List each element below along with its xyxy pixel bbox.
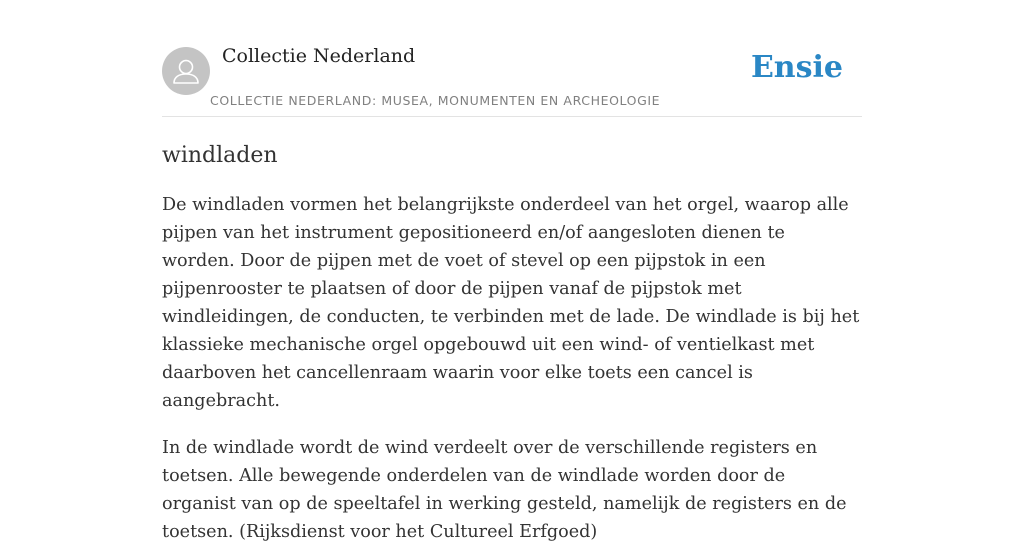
article-title: windladen — [162, 143, 278, 168]
user-silhouette-icon — [162, 47, 210, 95]
source-link[interactable]: COLLECTIE NEDERLAND: MUSEA, MONUMENTEN EN ARCHEOLOGIE — [210, 93, 661, 108]
article-paragraph-1: De windladen vormen het belangrijkste onderdeel van het orgel, waarop alle pijpen van het instrument gepositioneerd en/of aangesloten dienen te worden. Door de pijpen met de voet of stevel op een pijpstok in een pijpenrooster te plaatsen of door de pijpen vanaf de pijpstok met windleidingen, de conducten, te verbinden met de lade. De windlade is bij het klassieke mechanische orgel opgebouwd uit een wind- of ventielkast met daarboven het cancellenraam waarin voor elke toets een cancel is aangebracht. — [162, 195, 860, 411]
article-header — [162, 0, 862, 117]
article-container — [162, 0, 862, 546]
article-paragraph-2: In de windlade wordt de wind verdeelt over de verschillende registers en toetsen. Alle bewegende onderdelen van de windlade worden door de organist van op de speeltafel in werking gesteld, namelijk de registers en de toetsen. (Rijksdienst voor het Cultureel Erfgoed) — [162, 438, 847, 542]
author-name-link[interactable]: Collectie Nederland — [222, 45, 416, 67]
author-avatar[interactable] — [162, 47, 210, 95]
ensie-logo[interactable]: Ensie — [750, 50, 843, 85]
